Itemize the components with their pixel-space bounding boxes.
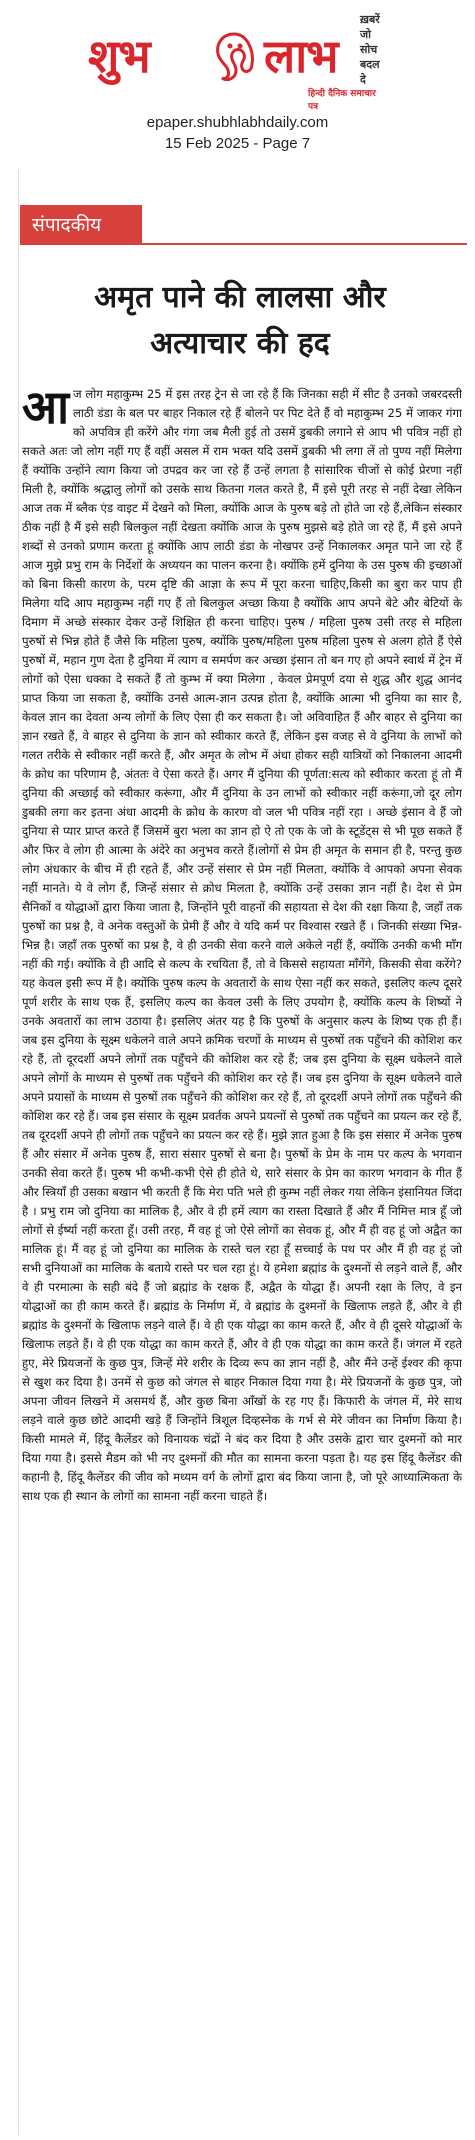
article-body <box>22 385 462 2130</box>
masthead-tagline: ख़बरें जो सोच बदल दे <box>360 13 380 86</box>
masthead-subtitle: हिन्दी दैनिक समाचार पत्र <box>308 89 376 112</box>
headline-line-1: अमृत पाने की लालसा और <box>94 280 386 315</box>
epaper-date-page: 15 Feb 2025 - Page 7 <box>164 135 311 152</box>
ganesha-icon <box>208 28 260 82</box>
logo-word-left: शुभ <box>88 29 150 83</box>
section-divider <box>142 243 467 245</box>
masthead <box>0 0 475 120</box>
newspaper-logo[interactable] <box>88 6 388 112</box>
article-text: ज लोग महाकुम्भ 25 में इस तरह ट्रेन से जा रहे हैं कि जिनका सही में सीट है उनको जबरदस्ती लाठी डंडा के बल पर बाहर निकाल रहे हैं बोलने पर पिट देते हैं वो महाकुम्भ 25 में जाकर गंगा को अपवित्र ही करेंगे और गंगा जब मैली हुई तो उसमें डुबकी लगाने से आप भी पवित्र नहीं हो सकते अतः जो लोग नहीं गए हैं वहीं असल में राम भक्त यदि उसमें डुबकी भी लगा लें तो पुण्य नहीं मिलेगा हैं क्योंकि उन्होंने त्याग किया जो उपद्रव कर जा रहे हैं उन्हें लगता है सांसारिक चीजों से कोई प्रेरणा नहीं मिली है, क्योंकि श्रद्धालु लोगों को उसके साथ कितना गलत करते है, मैं इसे पूरी तरह से नहीं देखा लेकिन आज तक में ब्लैक एंड वाइट में देखने को मिला, क्योंकि आज के पुरुष बड़े तो होते जा रहे हैं,लेकिन संस्कार ठीक नहीं है मैं इसे सही बिलकुल नहीं देखता क्योंकि आज के पुरुष मुझसे बड़े होते जा रहे हैं, मैं इसे अपने शब्दों से उनको प्रणाम करता हूं क्योंकि आप लाठी डंडा के नोखपर उन्हें निकालकर अमृत पाने जा रहे हैं आज मुझे प्रभु राम के निर्देशों के अध्ययन का पालन करना है। क्योंकि हमें दुनिया के उस पुरुष की इच्छाओं को बिना किसी कारण के, परम दृष्टि की आज्ञा के रूप में पूरा करना चाहिए,किसी का बुरा कर पाप ही मिलेगा यदि आप महाकुम्भ नहीं गए हैं तो बिलकुल अच्छा किया है क्योंकि आप अपने बेटे और बेटियों के दिमाग में अच्छे संस्कार देकर उन्हें शिक्षित ही करना चाहिए। पुरुष / महिला पुरुष उसी तरह से महिला पुरुषों से भिन्न होते हैं जैसे कि महिला पुरुष, क्योंकि पुरुष/महिला पुरुष महिला पुरुष से अलग होते हैं ऐसे पुरुषों में, महान गुण देता है दुनिया में त्याग व समर्पण कर अच्छा इंसान तो बन गए हो अपने स्वार्थ में ट्रेन में लोगों को ऐसा धक्का दे सकते हैं तो कुम्भ में क्या मिलेगा , केवल प्रेमपूर्ण दया से शुद्ध और शुद्ध आनंद प्राप्त किया जा सकता है, क्योंकि उनसे आत्म-ज्ञान उत्पन्न होता है, क्योंकि आत्मा भी दुनिया का सार है, केवल ज्ञान का देवता अन्य लोगों के लिए ऐसा ही कर सकता है। जो अविवाहित हैं और बाहर से दुनिया का ज्ञान रखते हैं, वे बाहर से दुनिया के ज्ञान को स्वीकार करते हैं, लेकिन इस वजह से वे दुनिया के लाभों को गलत तरीके से स्वीकार नहीं करते हैं, और अमृत के लोभ में अंधा होकर सही यात्रियों को निकालना आदमी के क्रोध का परिणाम है, अंततः वे ऐसा करते हैं। अगर मैं दुनिया की पूर्णता:सत्य को स्वीकार करता हूं तो मैं दुनिया की अच्छाई को स्वीकार करूंगा, और मैं दुनिया के उन लाभों को स्वीकार नहीं करूंगा,जो दूर लोग डुबकी लगा कर इतना अंधा आदमी के क्रोध के कारण वो जल भी पवित्र नहीं रहा । अच्छे इंसान वे हैं जो दुनिया से प्यार प्राप्त करते हैं जिसमें बुरा भला का ज्ञान हो ऐ तो एक के जो के स्टूडेंट्स से भी पूछ सकते हैं और फिर वे लोग ही आत्मा के अंदेरे का अनुभव करते हैं।लोगों से प्रेम ही अमृत के समान ही है, परन्तु कुछ लोग अंधकार के बीच में ही रहते हैं, और उन्हें संसार से प्रेम नहीं मिलता, क्योंकि वे आपको अपना सेवक नहीं मानते। ये वे लोग हैं, जिन्हें संसार से क्रोध मिलता है, क्योंकि उन्हें उसका ज्ञान नहीं है। देश से प्रेम सैनिकों व योद्धाओं द्वारा किया जाता है, जिन्होंने पूरी वाहनों की सहायता से देश की रक्षा किया है, जहाँ तक पुरुषों का प्रश्न है, वे अनेक वस्तुओं के प्रेमी हैं और वे यदि कर्म पर विश्वास रखते हैं । जिनकी संख्या भिन्न-भिन्न है। जहाँ तक पुरुषों का प्रश्न है, वे ही उनकी सेवा करने वाले अकेले नहीं हैं, क्योंकि उनकी कभी माँग नहीं की गई। क्योंकि वे ही आदि से कल्प के रचयिता हैं, तो वे किससे सहायता माँगेंगे, किसकी सेवा करेंगे? यह केवल इसी रूप में है। क्योंकि पुरुष कल्प के अवतारों के साथ ऐसा नहीं कर सकते, इसलिए कल्प दूसरे पूर्ण शरीर के साथ एक हैं, इसलिए कल्प का केवल उसी के लिए उपयोग है, क्योंकि कल्प के शिष्यों ने उनके अवतारों का लाभ उठाया है। इसलिए अंतर यह है कि पुरुषों के अनुसार कल्प के शिष्य एक ही हैं। जब इस दुनिया के सूक्ष्म धकेलने वाले अपने क्रमिक चरणों के माध्यम से पुरुषों तक पहुँचने की कोशिश कर रहे हैं, तो दूरदर्शी अपने लोगों तक पहुँचने की कोशिश कर रहे हैं; जब इस दुनिया के सूक्ष्म धकेलने वाले अपने लोगों के माध्यम से पुरुषों तक पहुँचने की कोशिश कर रहे हैं। जब इस दुनिया के सूक्ष्म धकेलने वाले अपने प्रयासों के माध्यम से पुरुषों तक पहुँचने की कोशिश कर रहे हैं, तो दूरदर्शी अपने लोगों तक पहुँचने की कोशिश कर रहे हैं। जब इस संसार के सूक्ष्म प्रवर्तक अपने प्रयत्नों से पुरुषों तक पहुँचने का प्रयत्न कर रहे हैं, तब दूरदर्शी अपने ही लोगों तक पहुँचने का प्रयत्न कर रहे हैं। मुझे ज्ञात हुआ है कि इस संसार में अनेक पुरुष हैं और संसार में अनेक पुरुष हैं, सारा संसार पुरुषों से बना है। पुरुषों के प्रेम के नाम पर कल्प के भगवान उनकी सेवा करते हैं। पुरुष भी कभी-कभी ऐसे ही होते थे, सारे संसार के प्रेम का कारण भगवान के गीत हैं और स्त्रियाँ ही उसका बखान भी करती हैं कि मेरा पति भले ही कुम्भ नहीं लेकर गया लेकिन इंसानियत जिंदा है । प्रभु राम जो दुनिया का मालिक है, और वे ही हमें त्याग का रास्ता दिखाते हैं और मैं निमित्त मात्र हूँ जो लोगों से ईर्ष्या नहीं करता हूँ। उसी तरह, मैं वह हूं जो ऐसे लोगों का सेवक हूं, और मैं ही वह हूं जो अद्वैत का मालिक हूं। मैं वह हूं जो दुनिया का मालिक के रास्ते चल रहा हूँ सच्चाई के पथ पर और मैं ही वह हूं जो सभी दुनियाओं का मालिक के बताये रास्ते पर चल रहा हूं। ये हमेशा ब्रह्मांड के दुश्मनों से लड़ने वाले हैं, और वे ही परमात्मा के सही बंदे हैं जो ब्रह्मांड के रक्षक हैं, अद्वैत के योद्धा हैं। अपनी रक्षा के लिए, वे इन योद्धाओं का ही काम करते हैं। ब्रह्मांड के निर्माण में, वे ब्रह्मांड के दुश्मनों के खिलाफ लड़ते हैं, और वे ही ब्रह्मांड के दुश्मनों के खिलाफ लड़ने वाले हैं। वे ही एक योद्धा का काम करते हैं, और वे ही दूसरे योद्धाओं के खिलाफ लड़ते हैं। वे ही एक योद्धा का काम करते हैं, और वे ही एक योद्धा का काम करते हैं। जंगल में रहते हुए, मेरे प्रियजनों के कुछ पुत्र, जिन्हें मेरे शरीर के दिव्य रूप का ज्ञान नहीं है, और मैंने उन्हें ईश्वर की कृपा से खुश कर दिया है। उनमें से कुछ को जंगल से बाहर निकाल दिया गया है। मेरे प्रियजनों के कुछ पुत्र, जो अपना जीवन लिखने में असमर्थ हैं, और कुछ बिना आँखों के रह गए हैं। किफारी के जंगल में, मेरे साथ लड़ने वाले कुछ छोटे आदमी खड़े हैं जिन्होंने त्रिशूल दिव्हस्नेक के गर्भ से मेरे जीवन का निर्माण किया है। किसी मामले में, हिंदू कैलेंडर को विनायक चंद्रों ने बंद कर दिया है और उसके द्वारा चार दुश्मनों को मार दिया गया है। इससे मैडम को भी नए दुश्मनों की मौत का सामना करना पड़ता है। यह इस हिंदू कैलेंडर की कहानी है, हिंदू कैलेंडर की जीव को मध्यम वर्ग के लोगों द्वारा बंद किया जाना है, जो पूरे आध्यात्मिकता के साथ एक ही स्थान के लोगों का सामना नहीं करना चाहते हैं। <box>22 387 462 1503</box>
section-tag <box>20 205 142 245</box>
epaper-url[interactable]: epaper.shubhlabhdaily.com <box>146 114 329 131</box>
logo-word-right: लाभ <box>264 29 338 83</box>
headline-line-2: अत्याचार की हद <box>150 326 330 361</box>
article-dropcap: आ <box>22 385 70 434</box>
section-label: संपादकीय <box>32 214 102 236</box>
